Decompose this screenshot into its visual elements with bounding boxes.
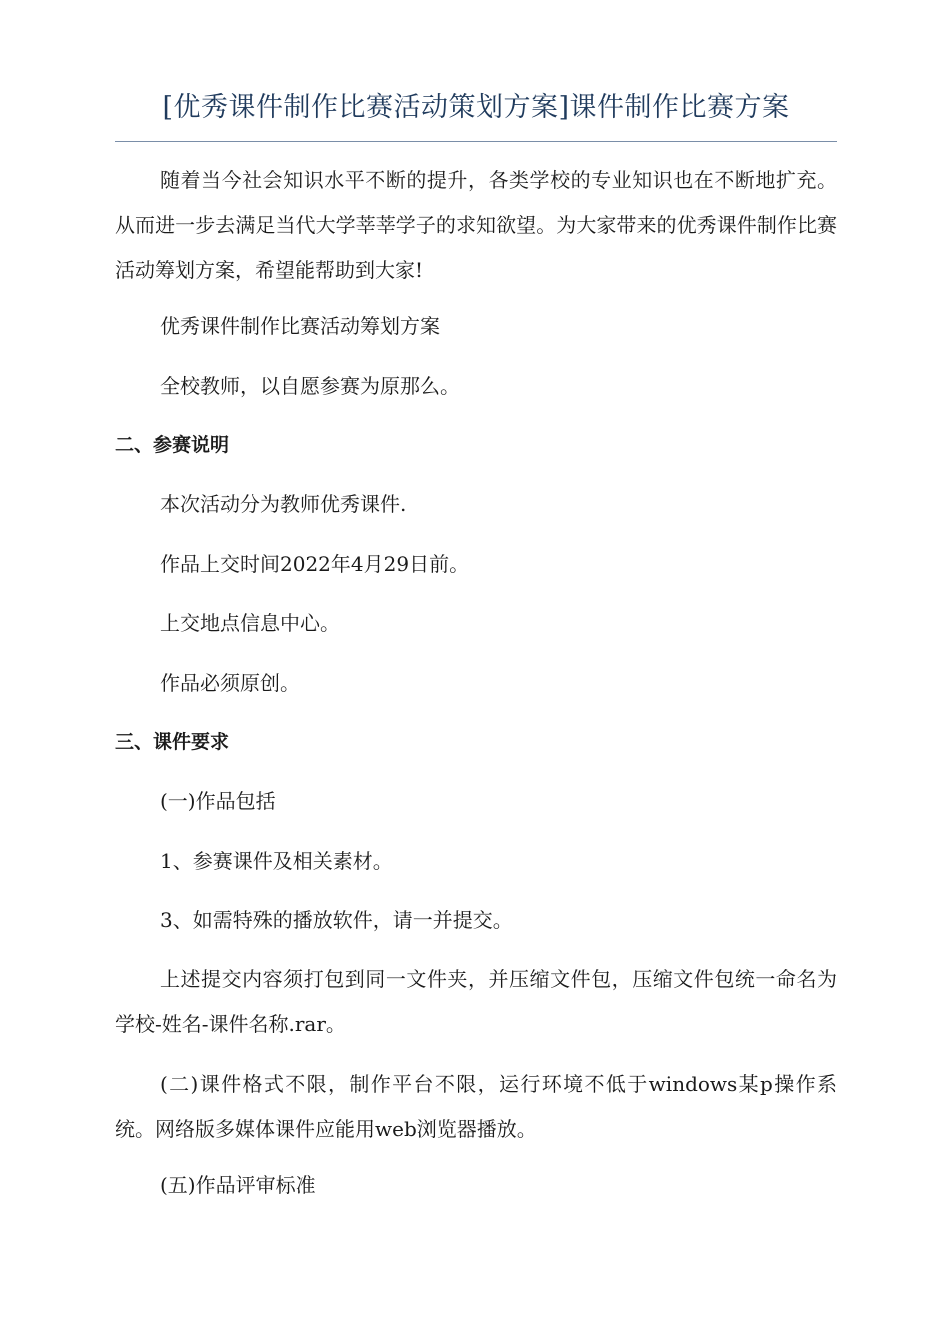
deadline-paragraph: 作品上交时间2022年4月29日前。	[160, 552, 470, 576]
section-heading-entry-notes: 二、参赛说明	[115, 434, 230, 456]
document-page	[115, 0, 837, 1344]
activity-paragraph: 本次活动分为教师优秀课件.	[160, 492, 407, 516]
title-divider	[115, 141, 837, 142]
format-paragraph: (二)课件格式不限，制作平台不限，运行环境不低于windows某p操作系统。网络版多媒体课件应能用web浏览器播放。	[115, 1072, 837, 1141]
list-item-materials: 1、参赛课件及相关素材。	[160, 849, 393, 873]
list-item-software: 3、如需特殊的播放软件，请一并提交。	[160, 908, 513, 932]
section-heading-requirements: 三、课件要求	[115, 731, 230, 753]
intro-paragraph: 随着当今社会知识水平不断的提升，各类学校的专业知识也在不断地扩充。从而进一步去满足当代大学莘莘学子的求知欲望。为大家带来的优秀课件制作比赛活动筹划方案，希望能帮助到大家!	[115, 168, 837, 282]
sub-heading-contents: (一)作品包括	[160, 789, 276, 813]
participants-paragraph: 全校教师，以自愿参赛为原那么。	[160, 374, 460, 398]
location-paragraph: 上交地点信息中心。	[160, 611, 340, 635]
plan-subtitle: 优秀课件制作比赛活动筹划方案	[160, 314, 440, 338]
sub-heading-criteria: (五)作品评审标准	[160, 1173, 316, 1197]
document-title: [优秀课件制作比赛活动策划方案]课件制作比赛方案	[162, 92, 790, 123]
packaging-paragraph: 上述提交内容须打包到同一文件夹，并压缩文件包，压缩文件包统一命名为学校-姓名-课件名称.rar。	[115, 967, 837, 1036]
originality-paragraph: 作品必须原创。	[160, 671, 300, 695]
